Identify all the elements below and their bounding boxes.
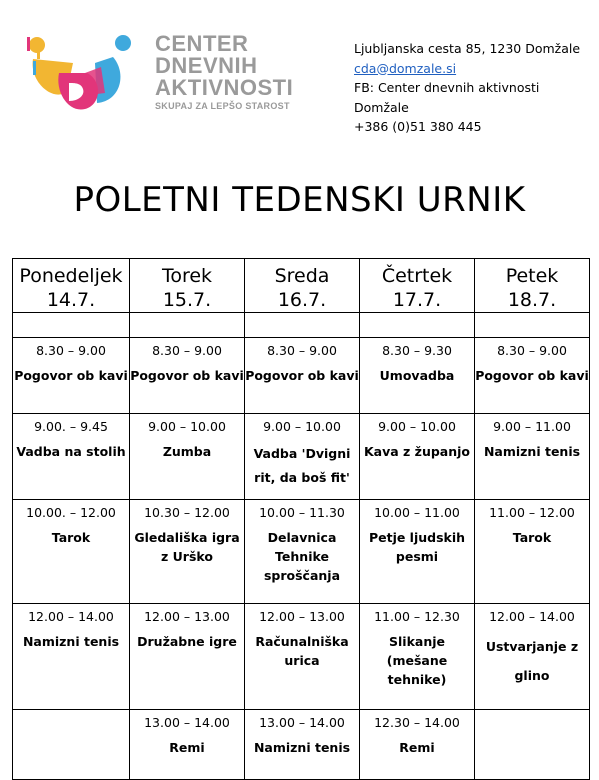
logo-tagline: SKUPAJ ZA LEPŠO STAROST — [155, 101, 290, 111]
schedule-cell — [475, 710, 590, 780]
schedule-cell: 8.30 – 9.00 Pogovor ob kavi — [475, 338, 590, 414]
schedule-cell: 12.30 – 14.00 Remi — [360, 710, 475, 780]
schedule-cell: 11.00 – 12.30 Slikanje (mešane tehnike) — [360, 604, 475, 710]
schedule-cell: 13.00 – 14.00 Namizni tenis — [245, 710, 360, 780]
day-header: Četrtek 17.7. — [360, 259, 475, 313]
schedule-cell: 12.00 – 13.00 Računalniška urica — [245, 604, 360, 710]
schedule-cell: 10.00 – 11.30 Delavnica Tehnike sproščanja — [245, 500, 360, 604]
schedule-cell: 8.30 – 9.00 Pogovor ob kavi — [13, 338, 130, 414]
schedule-cell: 9.00 – 11.00 Namizni tenis — [475, 414, 590, 500]
schedule-cell: 8.30 – 9.30 Umovadba — [360, 338, 475, 414]
schedule-cell: 12.00 – 14.00 Ustvarjanje z glino — [475, 604, 590, 710]
logo-line-2: DNEVNIH — [155, 53, 258, 78]
contact-phone: +386 (0)51 380 445 — [354, 119, 482, 134]
logo — [25, 33, 305, 123]
schedule-cell: 10.00. – 12.00 Tarok — [13, 500, 130, 604]
schedule-cell: 13.00 – 14.00 Remi — [130, 710, 245, 780]
contact-email-link[interactable]: cda@domzale.si — [354, 60, 457, 76]
schedule-cell: 11.00 – 12.00 Tarok — [475, 500, 590, 604]
day-header: Torek 15.7. — [130, 259, 245, 313]
contact-facebook: FB: Center dnevnih aktivnosti — [354, 80, 540, 95]
schedule-cell: 12.00 – 13.00 Družabne igre — [130, 604, 245, 710]
schedule-cell: 9.00 – 10.00 Zumba — [130, 414, 245, 500]
day-header: Ponedeljek 14.7. — [13, 259, 130, 313]
table-row — [13, 414, 590, 500]
logo-bars-icon — [25, 33, 45, 113]
schedule-cell — [13, 710, 130, 780]
schedule-cell: 10.00 – 11.00 Petje ljudskih pesmi — [360, 500, 475, 604]
day-header: Petek 18.7. — [475, 259, 590, 313]
contact-address: Ljubljanska cesta 85, 1230 Domžale — [354, 41, 581, 56]
contact-facebook-cont: Domžale — [354, 99, 409, 115]
page-title: POLETNI TEDENSKI URNIK — [73, 180, 526, 220]
schedule-table — [12, 258, 590, 780]
table-row — [13, 338, 590, 414]
table-row — [13, 604, 590, 710]
schedule-cell: 10.30 – 12.00 Gledališka igra z Urško — [130, 500, 245, 604]
schedule-cell: 12.00 – 14.00 Namizni tenis — [13, 604, 130, 710]
spacer-row — [13, 313, 590, 338]
contact-block — [354, 39, 580, 137]
schedule-cell: 9.00 – 10.00 Vadba 'Dvigni rit, da boš fit' — [245, 414, 360, 500]
schedule-cell: 9.00. – 9.45 Vadba na stolih — [13, 414, 130, 500]
day-header: Sreda 16.7. — [245, 259, 360, 313]
table-row — [13, 710, 590, 780]
schedule-cell: 8.30 – 9.00 Pogovor ob kavi — [245, 338, 360, 414]
schedule-cell: 9.00 – 10.00 Kava z županjo — [360, 414, 475, 500]
day-header-row — [13, 259, 590, 313]
logo-line-3: AKTIVNOSTI — [155, 75, 294, 100]
schedule-cell: 8.30 – 9.00 Pogovor ob kavi — [130, 338, 245, 414]
logo-line-1: CENTER — [155, 31, 249, 56]
table-row — [13, 500, 590, 604]
